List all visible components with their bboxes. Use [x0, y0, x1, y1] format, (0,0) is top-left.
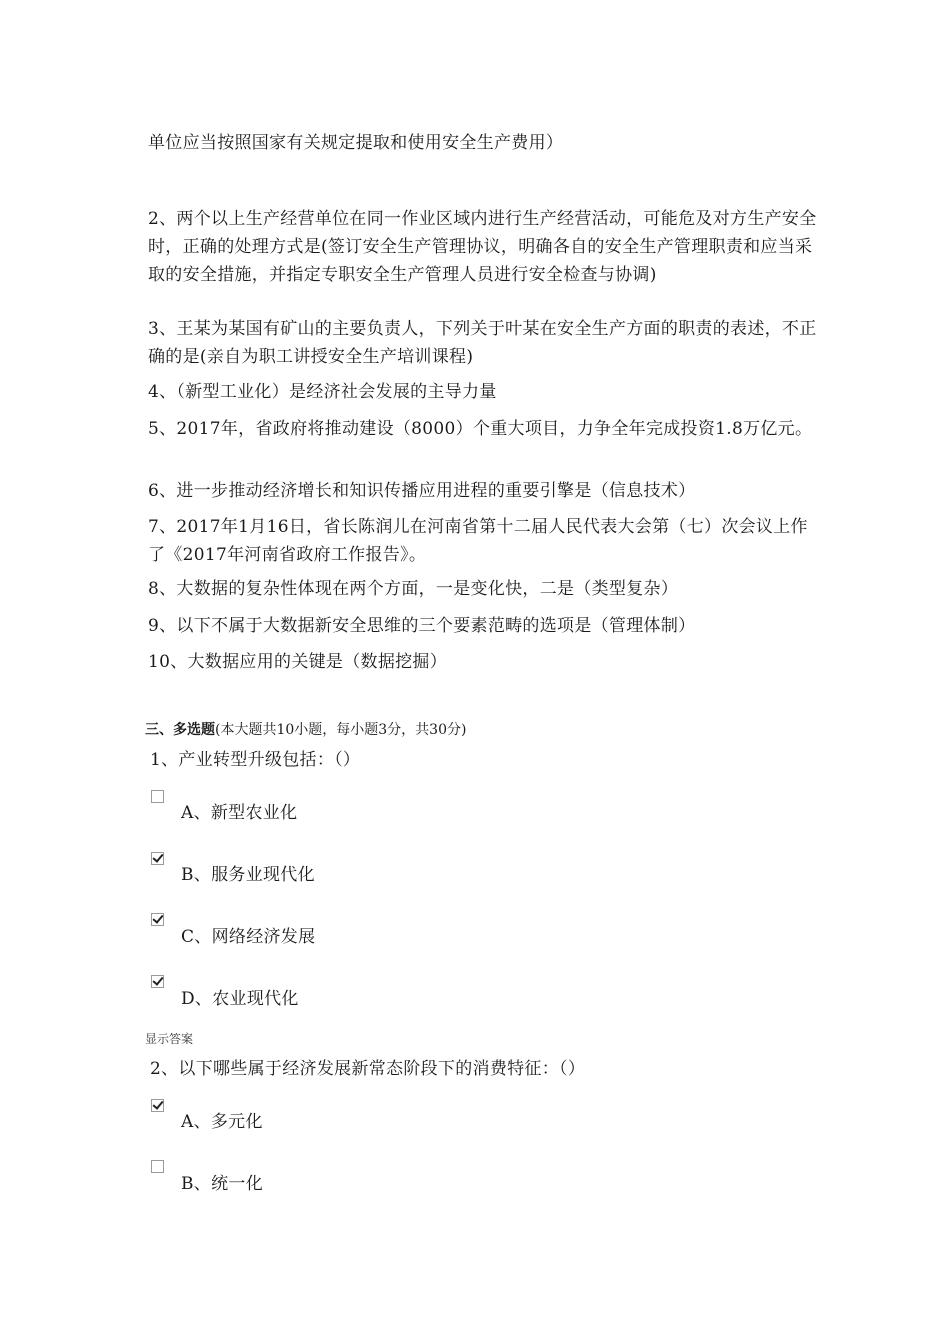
q1-option-d-label: D、农业现代化 — [181, 989, 299, 1009]
q1-option-a-label: A、新型农业化 — [181, 803, 298, 823]
fill-item-3: 3、王某为某国有矿山的主要负责人，下列关于叶某在安全生产方面的职责的表述，不正确的是(亲自为职工讲授安全生产培训课程) — [148, 319, 817, 367]
fill-item-10: 10、大数据应用的关键是（数据挖掘） — [148, 652, 448, 672]
q2-option-a-label: A、多元化 — [181, 1112, 263, 1132]
show-answer-link[interactable]: 显示答案 — [145, 1032, 194, 1046]
q1-option-c-label: C、网络经济发展 — [181, 927, 316, 947]
section-title: 三、多选题 — [145, 722, 215, 738]
q1-option-c-checkbox[interactable] — [151, 913, 164, 926]
q1-option-b-label: B、服务业现代化 — [181, 865, 315, 885]
fill-item-8: 8、大数据的复杂性体现在两个方面，一是变化快，二是（类型复杂） — [148, 579, 679, 599]
fill-item-9: 9、以下不属于大数据新安全思维的三个要素范畴的选项是（管理体制） — [148, 616, 696, 636]
q2-option-b-label: B、统一化 — [181, 1174, 263, 1194]
question-1-text: 1、产业转型升级包括：（） — [150, 750, 361, 770]
q1-option-b-checkbox[interactable] — [151, 852, 164, 865]
section-heading-multi-choice — [145, 720, 466, 740]
fill-item-5: 5、2017年，省政府将推动建设（8000）个重大项目，力争全年完成投资1.8万亿元。 — [148, 419, 813, 439]
fill-item-6: 6、进一步推动经济增长和知识传播应用进程的重要引擎是（信息技术） — [148, 481, 696, 501]
section-note: (本大题共10小题，每小题3分，共30分) — [215, 722, 467, 738]
fill-item-7: 7、2017年1月16日，省长陈润儿在河南省第十二届人民代表大会第（七）次会议上作了《2017年河南省政府工作报告》。 — [148, 517, 808, 565]
q1-option-a-checkbox[interactable] — [151, 790, 164, 803]
fill-item-2: 2、两个以上生产经营单位在同一作业区域内进行生产经营活动，可能危及对方生产安全时，正确的处理方式是(签订安全生产管理协议，明确各自的安全生产管理职责和应当采取的安全措施，并指定专职安全生产管理人员进行安全检查与协调) — [148, 209, 817, 285]
question-2-text: 2、以下哪些属于经济发展新常态阶段下的消费特征：（） — [150, 1059, 586, 1079]
fill-item-4: 4、（新型工业化）是经济社会发展的主导力量 — [148, 382, 497, 402]
q2-option-b-checkbox[interactable] — [151, 1160, 164, 1173]
q1-option-d-checkbox[interactable] — [151, 975, 164, 988]
previous-answer-tail: 单位应当按照国家有关规定提取和使用安全生产费用） — [148, 133, 564, 153]
q2-option-a-checkbox[interactable] — [151, 1099, 164, 1112]
